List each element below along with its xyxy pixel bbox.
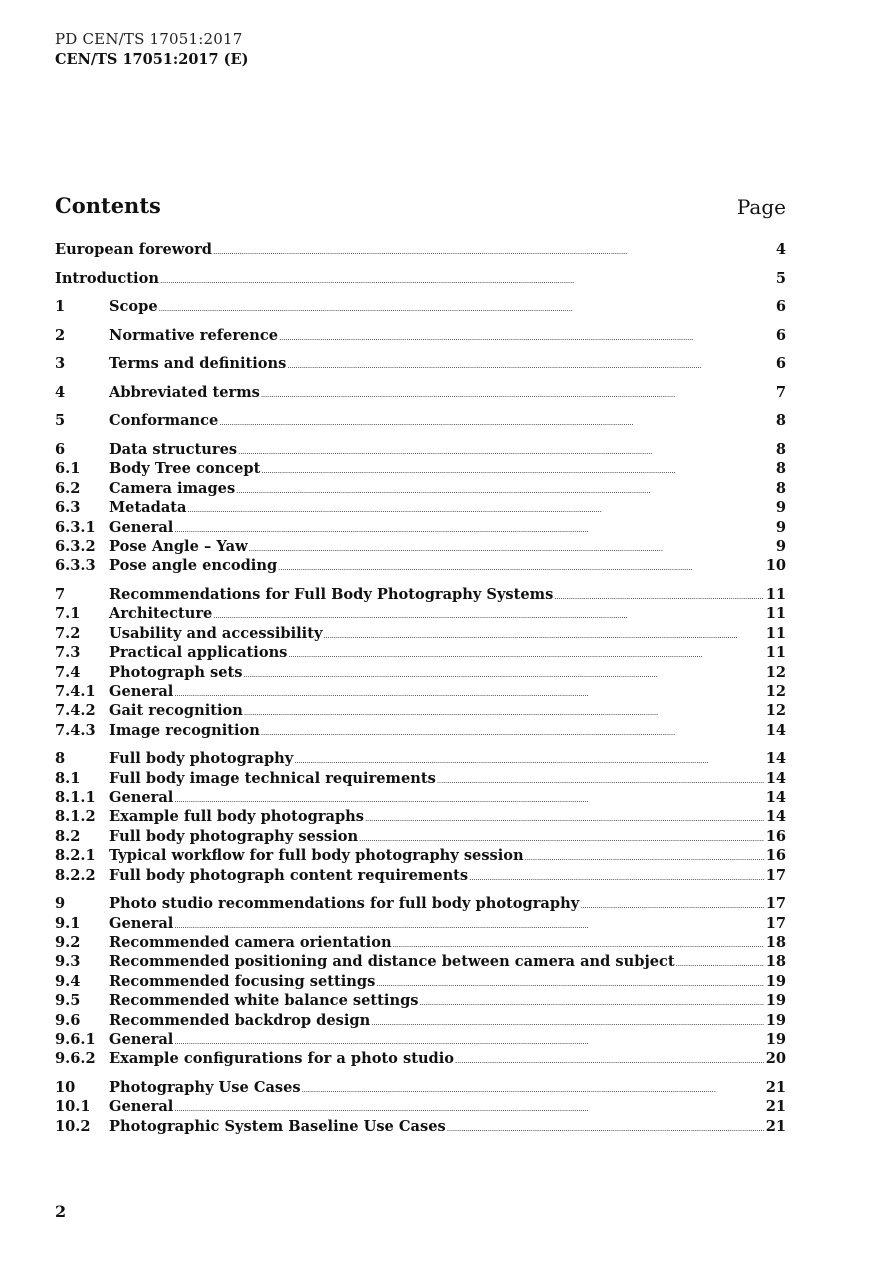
toc-entry-page: 19 (765, 1030, 786, 1048)
toc-entry-title: Camera images (109, 479, 236, 497)
toc-dot-leader (174, 519, 774, 536)
toc-entry-number: 8 (55, 750, 66, 768)
toc-entry-title: Image recognition (109, 721, 260, 739)
toc-entry-number: 9.2 (55, 933, 81, 951)
toc-entry-number: 6.1 (55, 460, 81, 478)
toc-entry[interactable] (55, 973, 786, 992)
toc-entry-page: 11 (765, 644, 786, 662)
toc-entry-page: 20 (765, 1050, 786, 1068)
toc-entry-title: Recommended camera orientation (109, 933, 392, 951)
toc-entry-page: 19 (765, 992, 786, 1010)
toc-entry[interactable] (55, 683, 786, 702)
toc-entry-page: 21 (765, 1117, 786, 1135)
toc-entry[interactable] (55, 789, 786, 808)
toc-dot-leader (174, 789, 763, 806)
toc-dot-leader (160, 270, 774, 287)
toc-entry[interactable] (55, 355, 786, 374)
toc-entry[interactable] (55, 1031, 786, 1050)
toc-entry-title: General (109, 1098, 174, 1116)
toc-entry-title: Normative reference (109, 326, 279, 344)
toc-entry-page: 9 (775, 518, 786, 536)
toc-entry-title: Scope (109, 298, 158, 316)
toc-entry-page: 18 (765, 953, 786, 971)
toc-entry-number: 9.4 (55, 972, 81, 990)
toc-entry[interactable] (55, 441, 786, 460)
toc-entry-number: 6.3 (55, 499, 81, 517)
toc-entry[interactable] (55, 480, 786, 499)
toc-dot-leader (279, 327, 774, 344)
toc-entry[interactable] (55, 625, 786, 644)
toc-dot-leader (580, 895, 764, 912)
toc-dot-leader (287, 355, 773, 372)
toc-entry-page: 7 (775, 383, 786, 401)
toc-entry-title: Full body photography session (109, 827, 359, 845)
toc-dot-leader (249, 538, 774, 555)
toc-entry[interactable] (55, 1098, 786, 1117)
toc-entry-number: 9.6 (55, 1011, 81, 1029)
toc-entry-title: Pose angle encoding (109, 557, 278, 575)
toc-entry-number: 9.3 (55, 953, 81, 971)
toc-entry-page: 8 (775, 479, 786, 497)
toc-entry[interactable] (55, 1012, 786, 1031)
toc-entry-number: 5 (55, 412, 66, 430)
toc-entry-title: Full body photograph content requirements (109, 866, 469, 884)
toc-dot-leader (437, 770, 764, 787)
toc-entry[interactable] (55, 499, 786, 518)
toc-entry[interactable] (55, 557, 786, 576)
toc-dot-leader (447, 1118, 764, 1135)
toc-dot-leader (261, 722, 764, 739)
toc-entry-title: Usability and accessibility (109, 624, 323, 642)
toc-dot-leader (219, 412, 774, 429)
toc-entry-title: Body Tree concept (109, 460, 261, 478)
toc-entry-number: 6.3.1 (55, 518, 96, 536)
toc-entry-title: Example configurations for a photo studio (109, 1050, 455, 1068)
toc-entry[interactable] (55, 895, 786, 914)
toc-dot-leader (525, 847, 764, 864)
toc-entry-number: 8.2.1 (55, 847, 96, 865)
toc-entry-title: Full body photography (109, 750, 294, 768)
toc-entry-page: 17 (765, 914, 786, 932)
toc-entry-number: 8.1.2 (55, 808, 96, 826)
table-of-contents (55, 241, 786, 1137)
toc-entry[interactable] (55, 750, 786, 769)
toc-entry-page: 6 (775, 326, 786, 344)
toc-entry-page: 14 (765, 808, 786, 826)
toc-entry-page: 16 (765, 827, 786, 845)
toc-entry-title: European foreword (55, 241, 212, 258)
toc-entry[interactable] (55, 327, 786, 346)
toc-entry-number: 6.3.3 (55, 557, 96, 575)
toc-entry-page: 4 (775, 241, 786, 258)
toc-entry-page: 21 (765, 1098, 786, 1116)
toc-entry-number: 3 (55, 355, 66, 373)
page-column-label: Page (736, 195, 786, 219)
toc-dot-leader (213, 241, 774, 258)
toc-entry[interactable] (55, 934, 786, 953)
toc-entry-page: 5 (775, 269, 786, 287)
toc-entry[interactable] (55, 770, 786, 789)
toc-entry-number: 7.3 (55, 644, 81, 662)
toc-dot-leader (554, 586, 763, 603)
toc-entry-title: General (109, 1030, 174, 1048)
toc-dot-leader (244, 702, 764, 719)
toc-entry-page: 8 (775, 412, 786, 430)
toc-entry-title: Recommended positioning and distance between camera and subject (109, 953, 675, 971)
toc-entry[interactable] (55, 412, 786, 431)
toc-dot-leader (261, 460, 774, 477)
toc-dot-leader (174, 1031, 763, 1048)
toc-entry-page: 19 (765, 972, 786, 990)
toc-entry-number: 10.2 (55, 1117, 91, 1135)
toc-entry-number: 4 (55, 383, 66, 401)
toc-entry-title: Full body image technical requirements (109, 769, 436, 787)
toc-entry-number: 7.4.3 (55, 721, 96, 739)
toc-dot-leader (323, 625, 763, 642)
toc-entry-number: 8.2 (55, 827, 81, 845)
toc-entry-number: 9.6.2 (55, 1050, 96, 1068)
toc-entry[interactable] (55, 722, 786, 741)
toc-entry-page: 12 (765, 702, 786, 720)
toc-entry-number: 9.5 (55, 992, 81, 1010)
toc-entry-page: 8 (775, 441, 786, 459)
toc-entry-title: Typical workflow for full body photography session (109, 847, 524, 865)
toc-entry-title: Photography Use Cases (109, 1078, 301, 1096)
toc-entry[interactable] (55, 298, 786, 317)
toc-entry[interactable] (55, 808, 786, 827)
toc-entry-title: Introduction (55, 269, 159, 287)
document-id-header: PD CEN/TS 17051:2017 (55, 30, 243, 48)
toc-entry[interactable] (55, 953, 786, 972)
toc-entry-page: 11 (765, 605, 786, 623)
contents-heading: Contents (55, 193, 161, 218)
toc-dot-leader (376, 973, 763, 990)
toc-entry-number: 10 (55, 1078, 76, 1096)
toc-entry-page: 19 (765, 1011, 786, 1029)
toc-entry[interactable] (55, 828, 786, 847)
toc-entry[interactable] (55, 847, 786, 866)
toc-entry-title: Metadata (109, 499, 187, 517)
toc-dot-leader (174, 683, 763, 700)
toc-dot-leader (455, 1050, 764, 1067)
toc-entry-page: 14 (765, 769, 786, 787)
toc-entry-title: Recommended backdrop design (109, 1011, 371, 1029)
toc-entry-title: Conformance (109, 412, 219, 430)
toc-entry-page: 6 (775, 298, 786, 316)
toc-dot-leader (188, 499, 774, 516)
toc-dot-leader (236, 480, 774, 497)
toc-entry[interactable] (55, 664, 786, 683)
toc-entry-page: 6 (775, 355, 786, 373)
toc-entry[interactable] (55, 915, 786, 934)
toc-entry-number: 7 (55, 585, 66, 603)
toc-dot-leader (393, 934, 764, 951)
toc-entry-page: 12 (765, 663, 786, 681)
toc-entry[interactable] (55, 1079, 786, 1098)
toc-dot-leader (174, 1098, 763, 1115)
toc-entry-title: General (109, 682, 174, 700)
toc-entry-number: 9 (55, 895, 66, 913)
toc-entry-title: General (109, 518, 174, 536)
toc-entry-title: General (109, 789, 174, 807)
toc-entry[interactable] (55, 702, 786, 721)
toc-entry[interactable] (55, 384, 786, 403)
toc-entry-title: Recommendations for Full Body Photography Systems (109, 585, 554, 603)
toc-entry-page: 14 (765, 789, 786, 807)
toc-dot-leader (159, 298, 774, 315)
toc-entry-title: Gait recognition (109, 702, 243, 720)
toc-entry[interactable] (55, 586, 786, 605)
toc-entry-number: 9.1 (55, 914, 81, 932)
toc-entry-number: 1 (55, 298, 66, 316)
toc-entry-title: Example full body photographs (109, 808, 364, 826)
toc-dot-leader (174, 915, 763, 932)
toc-entry-page: 17 (765, 866, 786, 884)
toc-entry[interactable] (55, 992, 786, 1011)
toc-entry-number: 6.3.2 (55, 538, 96, 555)
toc-entry-page: 21 (765, 1078, 786, 1096)
toc-dot-leader (371, 1012, 763, 1029)
toc-entry-page: 12 (765, 682, 786, 700)
toc-entry-title: Recommended white balance settings (109, 992, 419, 1010)
toc-entry-number: 7.1 (55, 605, 81, 623)
toc-entry-page: 9 (775, 499, 786, 517)
toc-entry-title: Photograph sets (109, 663, 243, 681)
toc-entry-number: 7.4.2 (55, 702, 96, 720)
toc-entry-number: 2 (55, 326, 66, 344)
toc-dot-leader (261, 384, 774, 401)
toc-entry-number: 7.4 (55, 663, 81, 681)
toc-entry[interactable] (55, 270, 786, 289)
toc-entry-page: 14 (765, 721, 786, 739)
toc-entry-number: 8.1 (55, 769, 81, 787)
toc-entry[interactable] (55, 538, 786, 557)
toc-entry-number: 6.2 (55, 479, 81, 497)
toc-dot-leader (213, 605, 763, 622)
toc-entry-page: 11 (765, 624, 786, 642)
toc-entry-page: 17 (765, 895, 786, 913)
toc-entry[interactable] (55, 1118, 786, 1137)
toc-entry-title: General (109, 914, 174, 932)
document-id-subheader: CEN/TS 17051:2017 (E) (55, 51, 249, 68)
toc-dot-leader (278, 557, 764, 574)
toc-dot-leader (469, 867, 764, 884)
toc-entry[interactable] (55, 867, 786, 886)
toc-entry-title: Abbreviated terms (109, 383, 260, 401)
toc-entry-page: 8 (775, 460, 786, 478)
toc-entry-page: 9 (775, 538, 786, 555)
toc-dot-leader (288, 644, 763, 661)
toc-entry-number: 8.1.1 (55, 789, 96, 807)
toc-entry-title: Data structures (109, 441, 238, 459)
toc-dot-leader (238, 441, 774, 458)
toc-entry-number: 7.2 (55, 624, 81, 642)
toc-dot-leader (420, 992, 764, 1009)
toc-entry-number: 10.1 (55, 1098, 91, 1116)
toc-entry[interactable] (55, 644, 786, 663)
toc-dot-leader (294, 750, 763, 767)
footer-page-number: 2 (55, 1202, 67, 1221)
toc-entry-number: 7.4.1 (55, 682, 96, 700)
toc-entry[interactable] (55, 460, 786, 479)
toc-dot-leader (365, 808, 764, 825)
toc-dot-leader (676, 953, 764, 970)
toc-entry[interactable] (55, 1050, 786, 1069)
toc-entry-number: 9.6.1 (55, 1030, 96, 1048)
toc-entry-title: Photo studio recommendations for full body photography (109, 895, 580, 913)
toc-entry-page: 16 (765, 847, 786, 865)
toc-entry-title: Practical applications (109, 644, 288, 662)
toc-entry[interactable] (55, 519, 786, 538)
toc-entry-page: 11 (765, 585, 786, 603)
toc-entry-page: 14 (765, 750, 786, 768)
toc-entry-title: Photographic System Baseline Use Cases (109, 1117, 446, 1135)
toc-dot-leader (359, 828, 764, 845)
toc-entry[interactable] (55, 605, 786, 624)
toc-entry-title: Recommended focusing settings (109, 972, 376, 990)
toc-entry-title: Pose Angle – Yaw (109, 538, 248, 555)
toc-entry-number: 6 (55, 441, 66, 459)
toc-entry[interactable] (55, 241, 786, 260)
toc-entry-page: 18 (765, 933, 786, 951)
toc-entry-title: Terms and definitions (109, 355, 287, 373)
toc-dot-leader (302, 1079, 764, 1096)
toc-dot-leader (244, 664, 764, 681)
toc-entry-page: 10 (765, 557, 786, 575)
toc-entry-number: 8.2.2 (55, 866, 96, 884)
toc-entry-title: Architecture (109, 605, 213, 623)
